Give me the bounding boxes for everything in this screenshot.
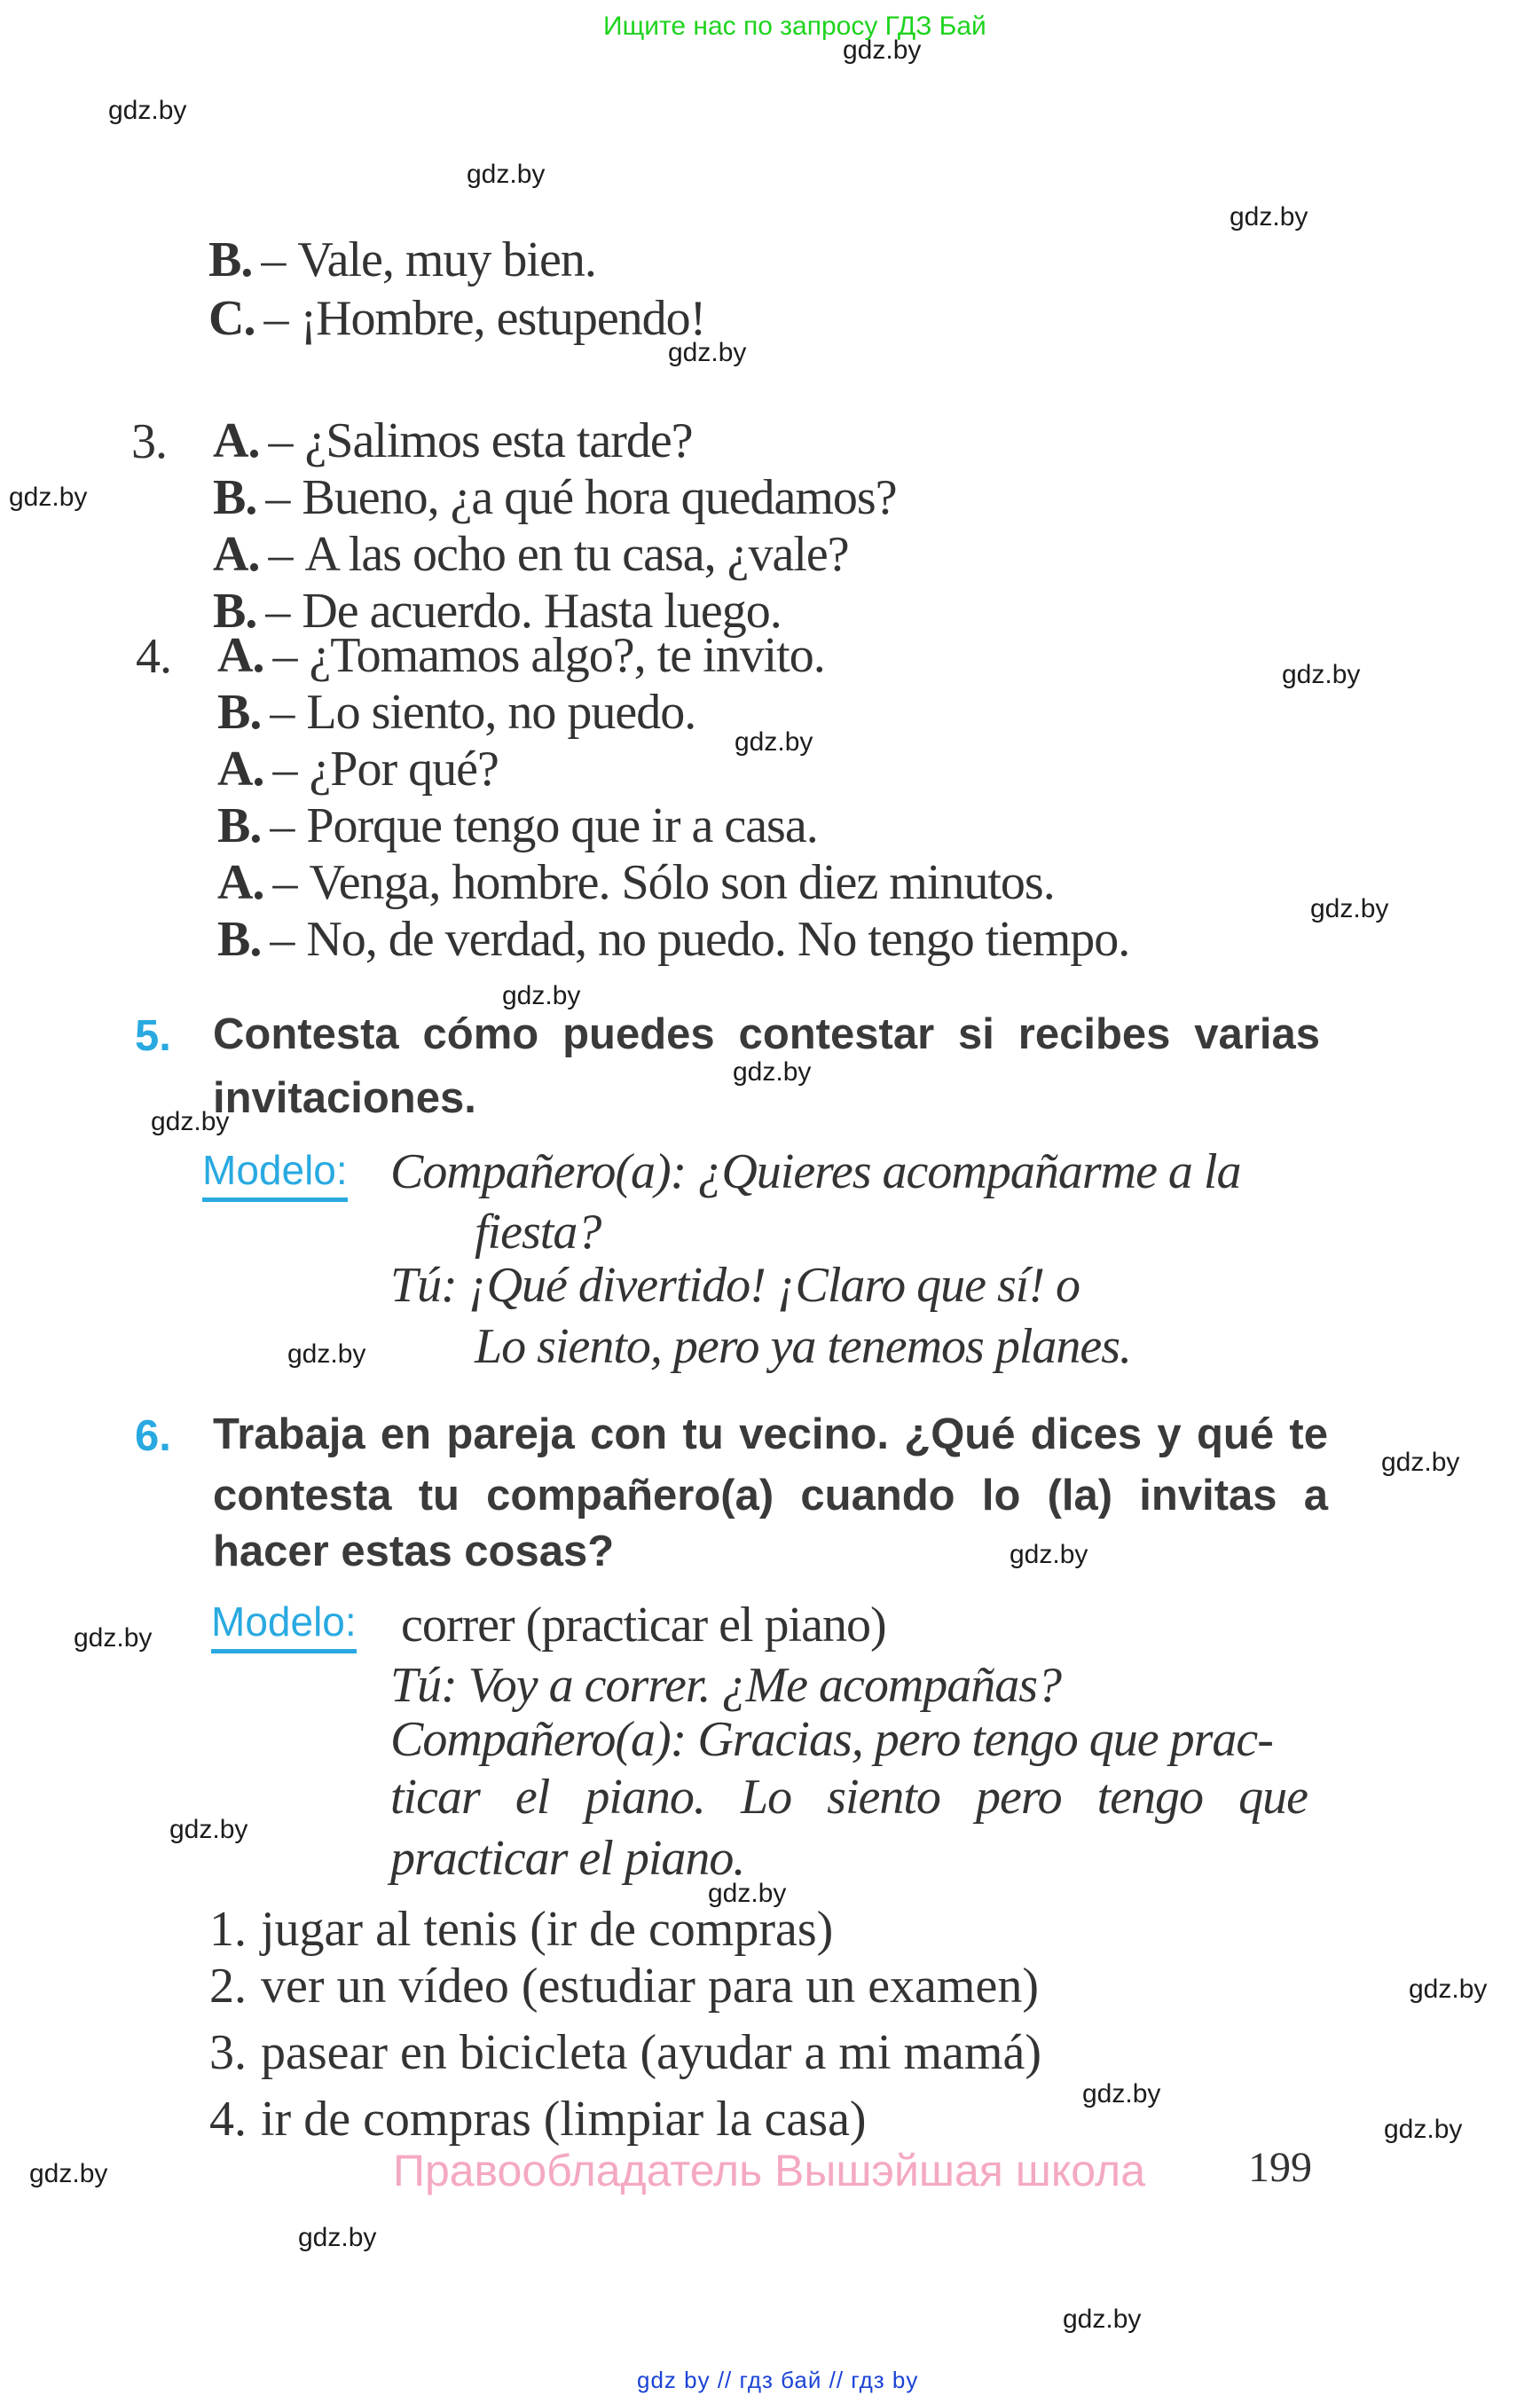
instruction-line: hacer estas cosas? — [213, 1527, 615, 1575]
dash: – — [272, 855, 297, 910]
speaker-label: A. — [213, 413, 260, 468]
exercise-number: 6. — [135, 1412, 171, 1460]
footer-links: gdz by // гдз бай // гдз by — [637, 2367, 919, 2393]
gdz-watermark: gdz.by — [467, 160, 546, 189]
dash: – — [268, 527, 293, 582]
dialogue-text: Porque tengo que ir a casa. — [306, 798, 818, 853]
speaker-label: Tú: — [390, 1658, 457, 1713]
dialogue-line — [213, 527, 849, 583]
dialogue-text: Gracias, pero tengo que prac- — [697, 1712, 1273, 1767]
task-item — [209, 1958, 1039, 2014]
dialogue-text: Venga, hombre. Sólo son diez minutos. — [309, 855, 1055, 910]
dialogue-line — [208, 291, 705, 347]
dialogue-text: ¿Quieres acompañarme a la — [697, 1144, 1241, 1199]
task-number: 1. — [209, 1902, 247, 1957]
gdz-watermark: gdz.by — [1230, 202, 1308, 232]
task-text: ir de compras (limpiar la casa) — [261, 2092, 867, 2147]
speaker-label: B. — [213, 470, 257, 525]
modelo-line — [390, 1258, 1080, 1314]
dialogue-text: ¿Tomamos algo?, te invito. — [309, 628, 825, 683]
dash: – — [272, 628, 297, 683]
speaker-label: A. — [217, 628, 264, 683]
dialogue-line — [217, 855, 1055, 911]
dialogue-text: Voy a correr. ¿Me acompañas? — [468, 1658, 1062, 1713]
gdz-watermark: gdz.by — [169, 1815, 248, 1844]
gdz-watermark: gdz.by — [502, 981, 581, 1010]
gdz-watermark: gdz.by — [1010, 1540, 1088, 1569]
exercise-number: 3. — [131, 414, 167, 469]
speaker-label: B. — [217, 685, 262, 740]
dash: – — [265, 584, 290, 639]
speaker-label: B. — [208, 232, 253, 287]
speaker-label: B. — [217, 912, 262, 967]
speaker-label: B. — [217, 798, 262, 853]
dialogue-text: De acuerdo. Hasta luego. — [302, 584, 782, 639]
gdz-watermark: gdz.by — [29, 2159, 108, 2188]
gdz-watermark: gdz.by — [733, 1057, 812, 1087]
speaker-label: C. — [208, 291, 255, 346]
gdz-watermark: gdz.by — [1384, 2115, 1463, 2144]
modelo-line: Lo siento, pero ya tenemos planes. — [475, 1319, 1132, 1374]
modelo-label: Modelo: — [211, 1598, 357, 1653]
promo-banner: Ищите нас по запросу ГДЗ Бай — [603, 12, 986, 41]
dialogue-text: ¿Por qué? — [309, 742, 499, 797]
gdz-watermark: gdz.by — [1063, 2305, 1142, 2334]
page-number: 199 — [1248, 2144, 1312, 2191]
modelo-line — [390, 1712, 1273, 1768]
dialogue-line — [217, 685, 695, 741]
task-text: ver un vídeo (estudiar para un examen) — [261, 1959, 1039, 2014]
modelo-line — [390, 1144, 1240, 1200]
speaker-label: A. — [213, 527, 260, 582]
dash: – — [270, 912, 295, 967]
exercise-number: 5. — [135, 1012, 171, 1060]
exercise-number: 4. — [136, 629, 171, 684]
dialogue-text: Vale, muy bien. — [297, 232, 596, 287]
dialogue-text: A las ocho en tu casa, ¿vale? — [304, 527, 849, 582]
dash: – — [268, 413, 293, 468]
speaker-label: Compañero(a): — [390, 1712, 687, 1767]
gdz-watermark: gdz.by — [9, 483, 88, 512]
gdz-watermark: gdz.by — [1082, 2079, 1161, 2109]
modelo-line: ticar el piano. Lo siento pero tengo que — [390, 1770, 1308, 1825]
dialogue-text: Bueno, ¿a qué hora quedamos? — [302, 470, 897, 525]
gdz-watermark: gdz.by — [108, 96, 187, 125]
dialogue-line — [208, 232, 596, 288]
gdz-watermark: gdz.by — [287, 1339, 366, 1369]
gdz-watermark: gdz.by — [74, 1623, 153, 1653]
task-number: 3. — [209, 2025, 247, 2080]
instruction-line: invitaciones. — [213, 1074, 476, 1122]
speaker-label: Compañero(a): — [390, 1144, 687, 1199]
instruction-line: contesta tu compañero(a) cuando lo (la) invitas a — [213, 1472, 1328, 1520]
task-text: jugar al tenis (ir de compras) — [261, 1902, 834, 1957]
gdz-watermark: gdz.by — [708, 1879, 787, 1908]
speaker-label: Tú: — [390, 1258, 457, 1313]
gdz-watermark: gdz.by — [1381, 1448, 1460, 1477]
gdz-watermark: gdz.by — [151, 1107, 230, 1136]
task-number: 4. — [209, 2092, 247, 2147]
task-item — [209, 2024, 1041, 2081]
dialogue-line — [217, 798, 818, 854]
dash: – — [270, 685, 295, 740]
modelo-line: fiesta? — [475, 1205, 601, 1260]
instruction-line: Trabaja en pareja con tu vecino. ¿Qué dices y qué te — [213, 1410, 1328, 1458]
dialogue-line — [213, 413, 693, 469]
gdz-watermark: gdz.by — [843, 35, 922, 65]
dash: – — [263, 291, 288, 346]
modelo-label: Modelo: — [202, 1146, 348, 1202]
modelo-example: correr (practicar el piano) — [401, 1598, 886, 1653]
dialogue-text: No, de verdad, no puedo. No tengo tiempo. — [306, 912, 1130, 967]
dialogue-text: ¿Salimos esta tarde? — [304, 413, 693, 468]
gdz-watermark: gdz.by — [668, 338, 747, 367]
task-number: 2. — [209, 1959, 247, 2014]
copyright-text: Правообладатель Вышэйшая школа — [393, 2146, 1145, 2195]
dialogue-text: ¡Qué divertido! ¡Claro que sí! o — [468, 1258, 1080, 1313]
modelo-line — [390, 1658, 1061, 1714]
gdz-watermark: gdz.by — [1409, 1975, 1488, 2004]
speaker-label: A. — [217, 742, 264, 797]
speaker-label: B. — [213, 584, 257, 639]
dialogue-line — [217, 742, 499, 797]
task-item — [209, 1901, 833, 1958]
dash: – — [265, 470, 290, 525]
dialogue-line — [217, 912, 1129, 968]
task-text: pasear en bicicleta (ayudar a mi mamá) — [261, 2025, 1041, 2080]
dash: – — [261, 232, 286, 287]
dialogue-line — [213, 470, 897, 526]
gdz-watermark: gdz.by — [1310, 894, 1389, 923]
gdz-watermark: gdz.by — [1282, 660, 1361, 689]
dialogue-text: Lo siento, no puedo. — [306, 685, 696, 740]
dialogue-line — [217, 628, 825, 684]
dash: – — [270, 798, 295, 853]
dialogue-text: ¡Hombre, estupendo! — [300, 291, 706, 346]
modelo-line: practicar el piano. — [390, 1831, 745, 1886]
gdz-watermark: gdz.by — [298, 2223, 377, 2252]
dash: – — [272, 742, 297, 797]
task-item — [209, 2091, 867, 2148]
gdz-watermark: gdz.by — [735, 727, 813, 757]
speaker-label: A. — [217, 855, 264, 910]
instruction-line: Contesta cómo puedes contestar si recibes varias — [213, 1010, 1320, 1058]
